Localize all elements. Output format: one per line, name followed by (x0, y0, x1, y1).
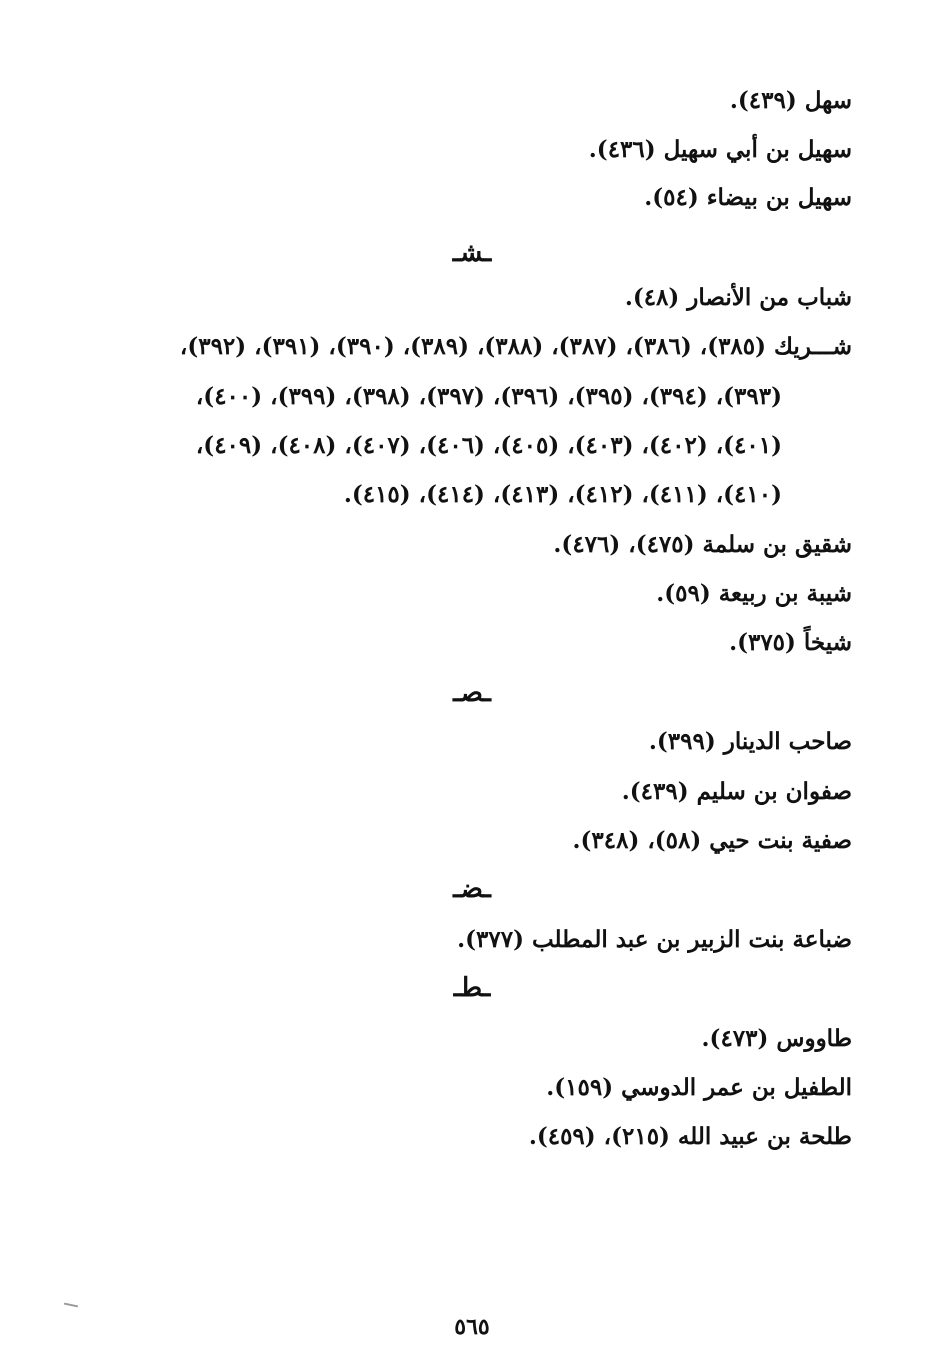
index-entry: شيبة بن ربيعة (٥٩). (656, 580, 852, 607)
index-entry-continuation: (٤١٠)، (٤١١)، (٤١٢)، (٤١٣)، (٤١٤)، (٤١٥). (343, 481, 782, 508)
page-number: ٥٦٥ (454, 1314, 490, 1340)
section-heading-shin: ـشـ (452, 238, 492, 268)
index-entry-continuation: (٣٩٣)، (٣٩٤)، (٣٩٥)، (٣٩٦)، (٣٩٧)، (٣٩٨)، (٣٩٩)، (٤٠٠)، (195, 383, 782, 410)
index-entry: صفوان بن سليم (٤٣٩). (621, 778, 852, 805)
index-entry: صفية بنت حيي (٥٨)، (٣٤٨). (572, 827, 852, 854)
index-entry: سهيل بن بيضاء (٥٤). (644, 184, 852, 211)
index-entry: سهيل بن أبي سهيل (٤٣٦). (588, 136, 852, 163)
index-entry: شباب من الأنصار (٤٨). (624, 284, 852, 311)
index-entry: طاووس (٤٧٣). (701, 1025, 852, 1052)
index-entry: الطفيل بن عمر الدوسي (١٥٩). (546, 1074, 852, 1101)
section-heading-dad: ـضـ (453, 874, 491, 904)
index-entry: ضباعة بنت الزبير بن عبد المطلب (٣٧٧). (457, 926, 852, 953)
index-entry-continuation: (٤٠١)، (٤٠٢)، (٤٠٣)، (٤٠٥)، (٤٠٦)، (٤٠٧)، (٤٠٨)، (٤٠٩)، (195, 432, 782, 459)
scan-mark (64, 1303, 78, 1308)
index-entry: شيخاً (٣٧٥). (729, 629, 852, 656)
index-entry: شقيق بن سلمة (٤٧٥)، (٤٧٦). (553, 531, 852, 558)
section-heading-ta: ـطـ (453, 973, 491, 1003)
index-entry: طلحة بن عبيد الله (٢١٥)، (٤٥٩). (528, 1123, 852, 1150)
index-entry: سهل (٤٣٩). (729, 87, 852, 114)
section-heading-sad: ـصـ (453, 678, 491, 708)
index-entry: شـــريك (٣٨٥)، (٣٨٦)، (٣٨٧)، (٣٨٨)، (٣٨٩)، (٣٩٠)، (٣٩١)، (٣٩٢)، (179, 333, 852, 360)
index-entry: صاحب الدينار (٣٩٩). (648, 728, 852, 755)
